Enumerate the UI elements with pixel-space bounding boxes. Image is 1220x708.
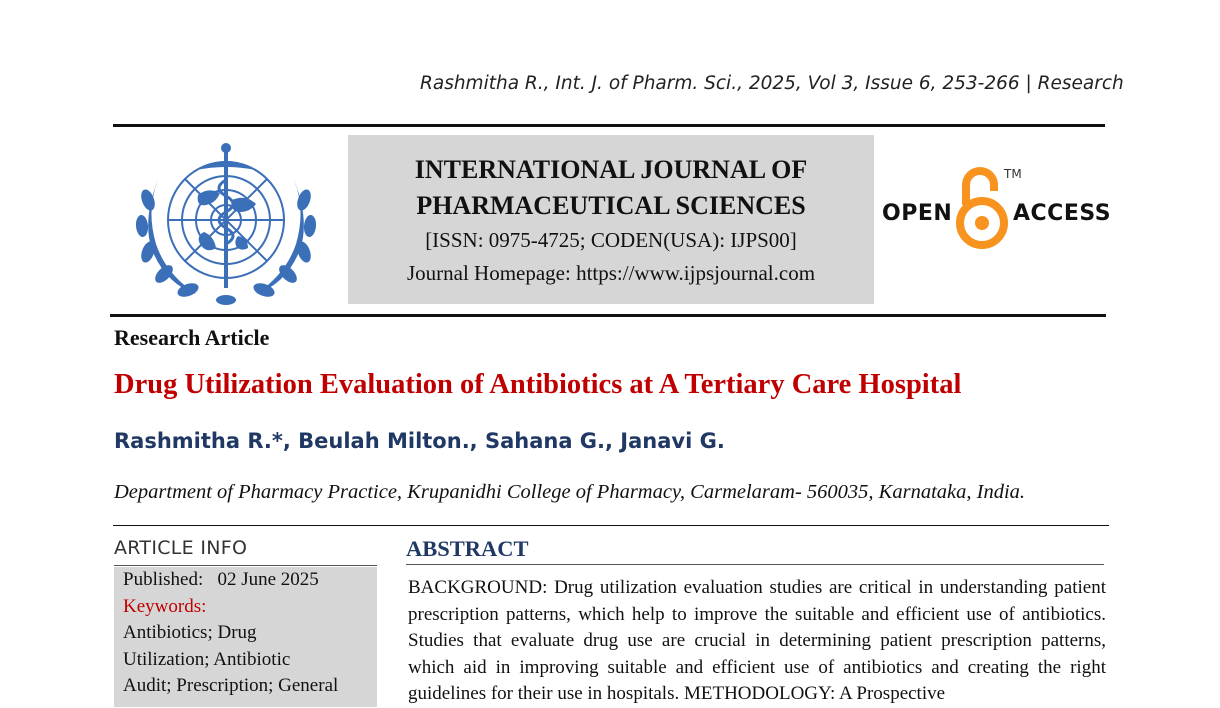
- article-affiliation: Department of Pharmacy Practice, Krupanidhi College of Pharmacy, Carmelaram- 560035, Karnataka, India.: [114, 481, 1026, 503]
- journal-title-line1: INTERNATIONAL JOURNAL OF: [414, 155, 808, 184]
- trademark-label: TM: [1004, 167, 1022, 181]
- affiliation-divider: [113, 525, 1109, 526]
- abstract-rule: [406, 564, 1104, 565]
- running-header-citation: Rashmitha R., Int. J. of Pharm. Sci., 2025, Vol 3, Issue 6, 253-266 | Research: [420, 73, 1124, 94]
- journal-homepage: Journal Homepage: https://www.ijpsjournal.com: [406, 261, 816, 285]
- article-info-rule: [114, 565, 377, 566]
- open-access-open-text: OPEN: [882, 201, 953, 226]
- journal-title: [348, 152, 874, 224]
- header-bottom-rule: [110, 314, 1106, 317]
- abstract-text: BACKGROUND: Drug utilization evaluation studies are critical in understanding patient prescription patterns, which help to improve the suitable and efficient use of antibiotics. Studies that evaluate drug use are crucial in determining patient prescription patterns, which aid in improving suitable and efficient use of antibiotics and creating the right guidelines for their use in hospitals. METHODOLOGY: A Prospective: [408, 577, 1106, 704]
- keywords-line: Utilization; Antibiotic: [123, 648, 291, 670]
- open-access-logo: [880, 165, 1110, 255]
- article-title: Drug Utilization Evaluation of Antibiotics at A Tertiary Care Hospital: [114, 369, 962, 400]
- abstract-heading: ABSTRACT: [406, 536, 529, 561]
- published-date: Published: 02 June 2025: [123, 569, 319, 590]
- keywords-line: Antibiotics; Drug: [123, 622, 257, 643]
- open-lock-icon: [952, 165, 1012, 251]
- keywords-label: Keywords:: [123, 595, 207, 617]
- journal-masthead-box: [348, 135, 874, 304]
- article-info-heading: ARTICLE INFO: [114, 537, 248, 559]
- article-info-box: [114, 567, 377, 707]
- article-type: Research Article: [114, 325, 270, 350]
- journal-issn: [ISSN: 0975-4725; CODEN(USA): IJPS00]: [425, 228, 797, 252]
- open-access-access-text: ACCESS: [1013, 201, 1112, 226]
- keywords-line: Audit; Prescription; General: [123, 675, 339, 696]
- header-top-rule: [113, 124, 1105, 127]
- journal-title-line2: PHARMACEUTICAL SCIENCES: [416, 191, 806, 220]
- journal-emblem-logo: [128, 140, 324, 306]
- article-authors: Rashmitha R.*, Beulah Milton., Sahana G., Janavi G.: [114, 429, 725, 453]
